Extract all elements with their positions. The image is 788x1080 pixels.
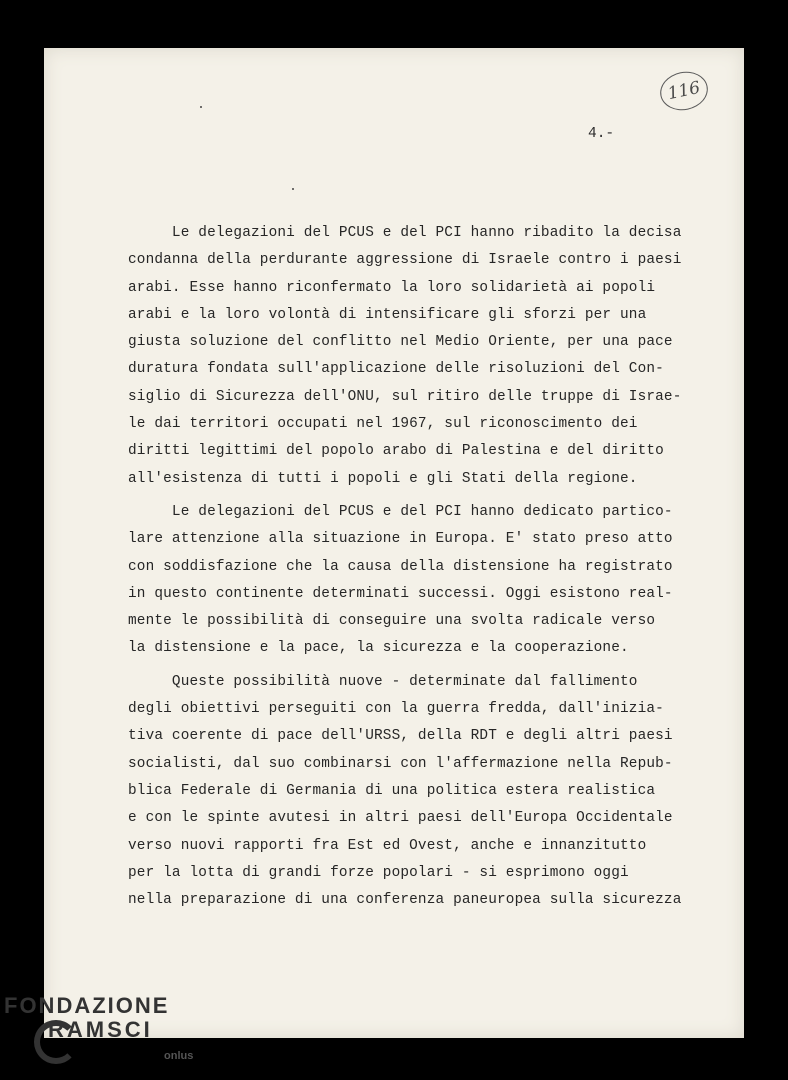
text-line: degli obiettivi perseguiti con la guerra fredda, dall'inizia- [128,701,664,718]
text-line: arabi e la loro volontà di intensificare gli sforzi per una [128,306,647,323]
document-page [44,48,744,1038]
fondazione-gramsci-logo [4,993,194,1062]
text-line: e con le spinte avutesi in altri paesi dell'Europa Occidentale [128,810,673,827]
text-line: lare attenzione alla situazione in Europa. E' stato preso atto [128,531,673,548]
text-line: condanna della perdurante aggressione di Israele contro i paesi [128,252,682,269]
text-line: siglio di Sicurezza dell'ONU, sul ritiro delle truppe di Israe- [128,388,682,405]
text-line: per la lotta di grandi forze popolari - si esprimono oggi [128,864,629,881]
text-line: Le delegazioni del PCUS e del PCI hanno dedicato partico- [128,503,673,520]
paragraph-3 [128,669,688,915]
text-line: Queste possibilità nuove - determinate dal fallimento [128,673,638,690]
text-line: nella preparazione di una conferenza paneuropea sulla sicurezza [128,892,682,909]
text-line: blica Federale di Germania di una politica estera realistica [128,782,656,799]
logo-subtitle: onlus [164,1050,194,1062]
text-line: le dai territori occupati nel 1967, sul riconoscimento dei [128,416,638,433]
paper-speck [200,106,202,108]
text-line: tiva coerente di pace dell'URSS, della RDT e degli altri paesi [128,728,673,745]
text-line: verso nuovi rapporti fra Est ed Ovest, anche e innanzitutto [128,837,647,854]
text-line: Le delegazioni del PCUS e del PCI hanno ribadito la decisa [128,225,682,241]
archive-number: 116 [666,77,702,105]
text-line: diritti legittimi del popolo arabo di Palestina e del diritto [128,443,664,460]
text-line: la distensione e la pace, la sicurezza e la cooperazione. [128,640,629,657]
logo-g-icon [34,1020,78,1064]
text-line: all'esistenza di tutti i popoli e gli Stati della regione. [128,470,638,487]
page-number: 4.- [588,126,615,142]
paragraph-2 [128,499,688,663]
text-line: in questo continente determinati successi. Oggi esistono real- [128,585,673,602]
logo-line-1: FONDAZIONE [4,993,170,1018]
text-line: giusta soluzione del conflitto nel Medio Oriente, per una pace [128,334,673,351]
archive-number-stamp [657,67,712,114]
text-line: arabi. Esse hanno riconfermato la loro solidarietà ai popoli [128,279,656,296]
document-body [128,220,688,920]
text-line: mente le possibilità di conseguire una svolta radicale verso [128,613,656,630]
text-line: con soddisfazione che la causa della distensione ha registrato [128,558,673,575]
text-line: duratura fondata sull'applicazione delle risoluzioni del Con- [128,361,664,378]
text-line: socialisti, dal suo combinarsi con l'affermazione nella Repub- [128,755,673,772]
paragraph-1 [128,220,688,493]
paper-speck [292,188,294,190]
logo-line-2: RAMSCI [48,1017,153,1042]
